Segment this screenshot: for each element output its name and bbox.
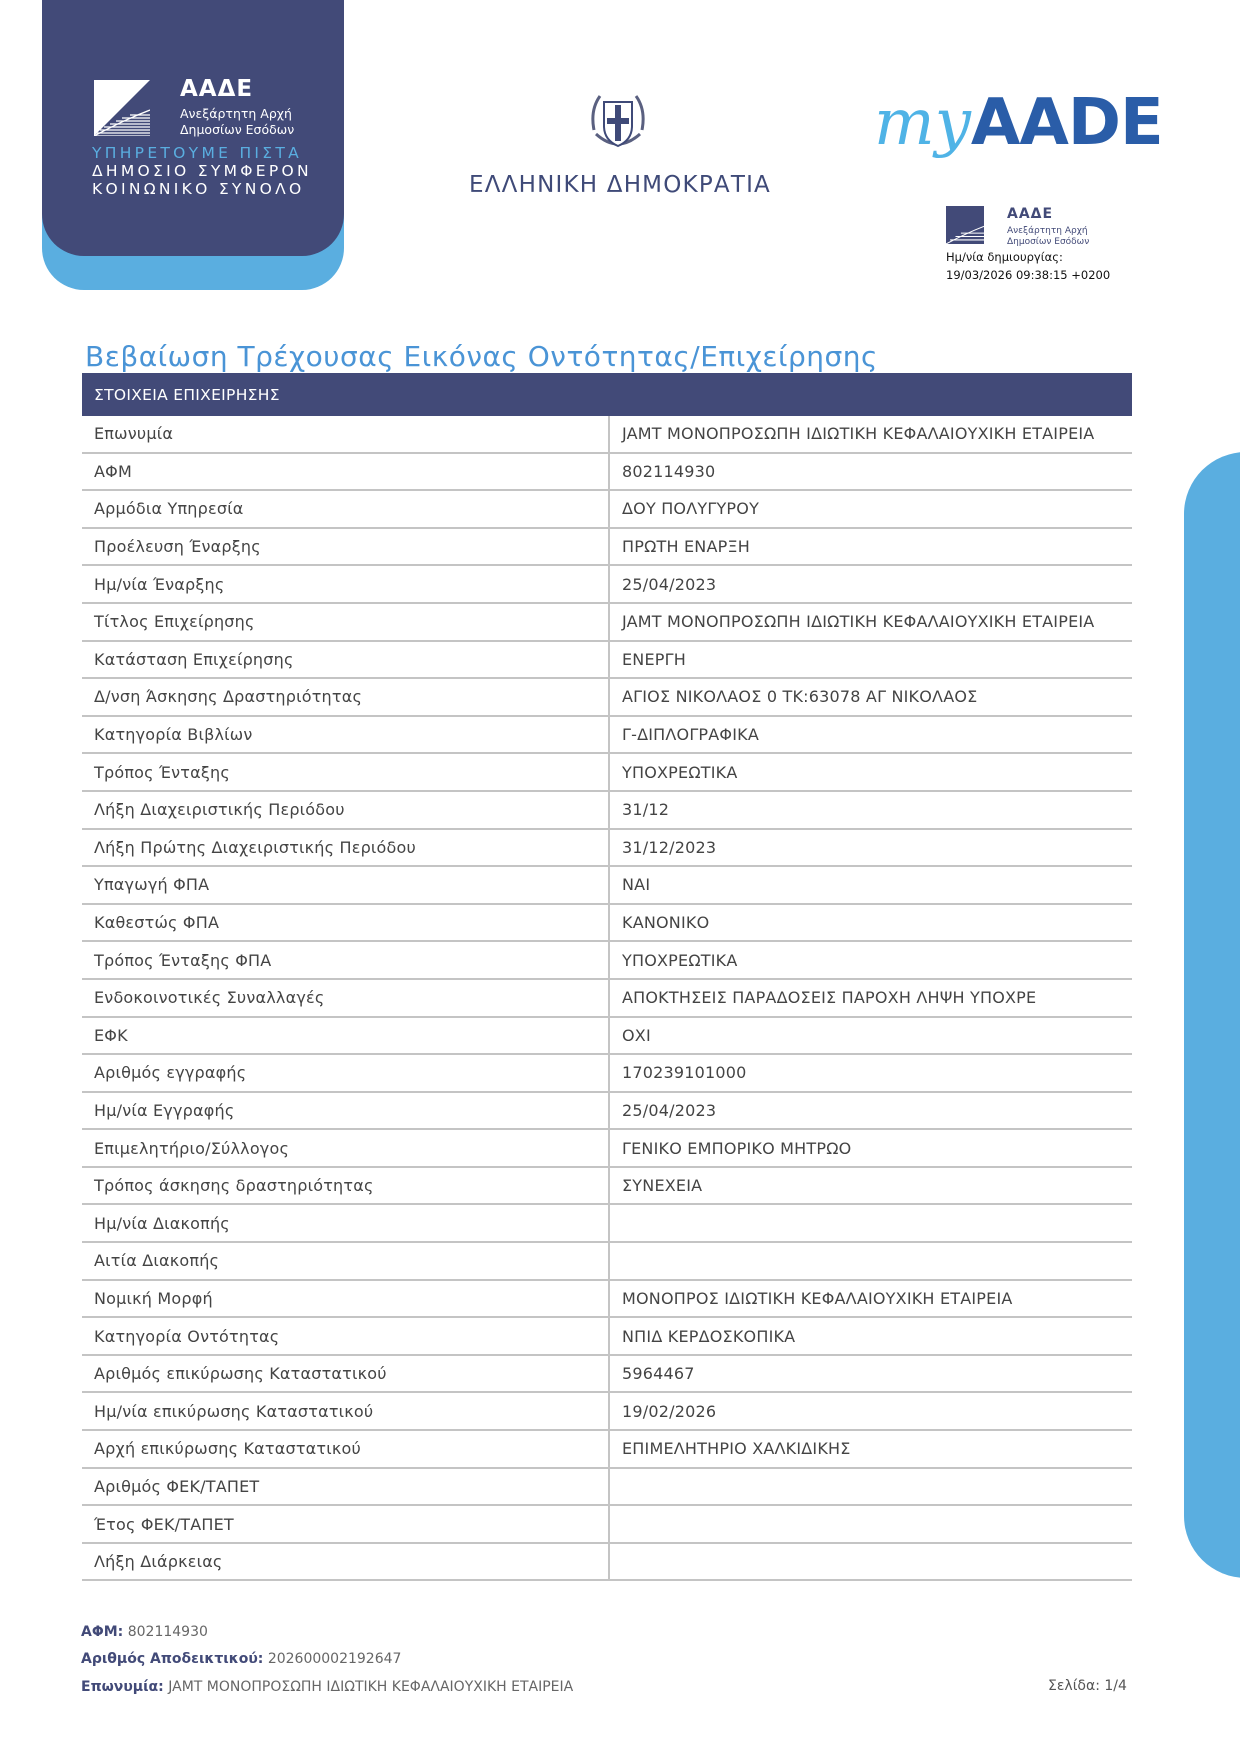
footer-receipt-label: Αριθμός Αποδεικτικού: <box>81 1651 264 1667</box>
republic-title: ΕΛΛΗΝΙΚΗ ΔΗΜΟΚΡΑΤΙΑ <box>468 172 771 198</box>
motto-line1: ΥΠΗΡΕΤΟΥΜΕ ΠΙΣΤΑ <box>92 144 303 162</box>
row-value: ΕΠΙΜΕΛΗΤΗΡΙΟ ΧΑΛΚΙΔΙΚΗΣ <box>609 1430 1132 1468</box>
table-row <box>82 641 1132 679</box>
created-date-label: Ημ/νία δημιουργίας: <box>946 250 1063 264</box>
footer-name <box>81 1679 573 1695</box>
table-row <box>82 1355 1132 1393</box>
motto <box>92 144 312 198</box>
aade-subtitle-line2: Δημοσίων Εσόδων <box>180 122 295 137</box>
motto-line2: ΔΗΜΟΣΙΟ ΣΥΜΦΕΡΟΝ <box>92 162 312 180</box>
row-label: Δ/νση Άσκησης Δραστηριότητας <box>82 678 609 716</box>
table-row <box>82 1317 1132 1355</box>
row-value <box>609 1242 1132 1280</box>
row-value: 31/12/2023 <box>609 829 1132 867</box>
row-label: Επωνυμία <box>82 416 609 453</box>
footer-afm-value: 802114930 <box>127 1624 208 1640</box>
footer-name-label: Επωνυμία: <box>81 1679 164 1695</box>
row-label: Ημ/νία επικύρωσης Καταστατικού <box>82 1392 609 1430</box>
row-value: ΚΑΝΟΝΙΚΟ <box>609 904 1132 942</box>
row-label: Κατηγορία Βιβλίων <box>82 716 609 754</box>
row-value: ΑΠΟΚΤΗΣΕΙΣ ΠΑΡΑΔΟΣΕΙΣ ΠΑΡΟΧΗ ΛΗΨΗ ΥΠΟΧΡΕ <box>609 979 1132 1017</box>
row-label: Λήξη Πρώτης Διαχειριστικής Περιόδου <box>82 829 609 867</box>
row-label: Τρόπος άσκησης δραστηριότητας <box>82 1167 609 1205</box>
aade-subtitle-line1: Ανεξάρτητη Αρχή <box>180 106 292 121</box>
page-number: Σελίδα: 1/4 <box>1048 1678 1127 1694</box>
created-date-value: 19/03/2026 09:38:15 +0200 <box>946 268 1111 282</box>
row-label: Ημ/νία Εγγραφής <box>82 1092 609 1130</box>
row-value: 19/02/2026 <box>609 1392 1132 1430</box>
table-row <box>82 1054 1132 1092</box>
row-value: ΝΑΙ <box>609 866 1132 904</box>
row-value: 25/04/2023 <box>609 1092 1132 1130</box>
table-row <box>82 1017 1132 1055</box>
row-label: Προέλευση Έναρξης <box>82 528 609 566</box>
row-value <box>609 1468 1132 1506</box>
row-label: Έτος ΦΕΚ/ΤΑΠΕΤ <box>82 1505 609 1543</box>
footer-receipt-value: 202600002192647 <box>267 1651 402 1667</box>
row-label: Αριθμός εγγραφής <box>82 1054 609 1092</box>
aade-name: ΑΑΔΕ <box>180 76 254 102</box>
row-label: Ενδοκοινοτικές Συναλλαγές <box>82 979 609 1017</box>
table-row <box>82 829 1132 867</box>
footer-afm <box>81 1624 208 1640</box>
row-value: ΟΧΙ <box>609 1017 1132 1055</box>
row-value <box>609 1204 1132 1242</box>
aade-small-subtitle-line1: Ανεξάρτητη Αρχή <box>1007 226 1088 236</box>
footer-name-value: JAMT ΜΟΝΟΠΡΟΣΩΠΗ ΙΔΙΩΤΙΚΗ ΚΕΦΑΛΑΙΟΥΧΙΚΗ ΕΤΑΙΡΕΙΑ <box>168 1679 574 1695</box>
document-title: Βεβαίωση Τρέχουσας Εικόνας Οντότητας/Επιχείρησης <box>85 340 878 373</box>
row-value: ΑΓΙΟΣ ΝΙΚΟΛΑΟΣ 0 ΤΚ:63078 ΑΓ ΝΙΚΟΛΑΟΣ <box>609 678 1132 716</box>
row-label: Αρμόδια Υπηρεσία <box>82 490 609 528</box>
table-row <box>82 528 1132 566</box>
table-row <box>82 716 1132 754</box>
row-value: 170239101000 <box>609 1054 1132 1092</box>
row-label: Αριθμός επικύρωσης Καταστατικού <box>82 1355 609 1393</box>
table-row <box>82 1543 1132 1581</box>
row-label: Αιτία Διακοπής <box>82 1242 609 1280</box>
row-value: 31/12 <box>609 791 1132 829</box>
row-label: ΕΦΚ <box>82 1017 609 1055</box>
greek-coat-of-arms-icon <box>586 90 650 156</box>
aade-small-logo-icon <box>946 206 984 244</box>
row-label: Αριθμός ΦΕΚ/ΤΑΠΕΤ <box>82 1468 609 1506</box>
row-label: Κατάσταση Επιχείρησης <box>82 641 609 679</box>
row-value: JAMT ΜΟΝΟΠΡΟΣΩΠΗ ΙΔΙΩΤΙΚΗ ΚΕΦΑΛΑΙΟΥΧΙΚΗ ΕΤΑΙΡΕΙΑ <box>609 416 1132 453</box>
row-value: ΠΡΩΤΗ ΕΝΑΡΞΗ <box>609 528 1132 566</box>
side-decoration <box>1184 452 1240 1578</box>
aade-small-name: ΑΑΔΕ <box>1007 206 1054 222</box>
aade-small-subtitle-line2: Δημοσίων Εσόδων <box>1007 237 1090 247</box>
table-row <box>82 941 1132 979</box>
row-value: ΥΠΟΧΡΕΩΤΙΚΑ <box>609 941 1132 979</box>
row-value: 5964467 <box>609 1355 1132 1393</box>
table-row <box>82 1468 1132 1506</box>
myaade-logo-my: my <box>874 86 971 160</box>
row-label: Επιμελητήριο/Σύλλογος <box>82 1129 609 1167</box>
table-row <box>82 565 1132 603</box>
row-label: Τρόπος Ένταξης <box>82 753 609 791</box>
table-row <box>82 979 1132 1017</box>
table-row <box>82 453 1132 491</box>
row-label: Κατηγορία Οντότητας <box>82 1317 609 1355</box>
row-value: Γ-ΔΙΠΛΟΓΡΑΦΙΚΑ <box>609 716 1132 754</box>
section-header: ΣΤΟΙΧΕΙΑ ΕΠΙΧΕΙΡΗΣΗΣ <box>82 373 1132 416</box>
row-value: ΔΟΥ ΠΟΛΥΓΥΡΟΥ <box>609 490 1132 528</box>
row-label: Ημ/νία Διακοπής <box>82 1204 609 1242</box>
row-value: JAMT ΜΟΝΟΠΡΟΣΩΠΗ ΙΔΙΩΤΙΚΗ ΚΕΦΑΛΑΙΟΥΧΙΚΗ ΕΤΑΙΡΕΙΑ <box>609 603 1132 641</box>
row-label: Ημ/νία Έναρξης <box>82 565 609 603</box>
table-row <box>82 1129 1132 1167</box>
table-row <box>82 603 1132 641</box>
row-label: Αρχή επικύρωσης Καταστατικού <box>82 1430 609 1468</box>
footer-receipt <box>81 1651 401 1667</box>
aade-small-subtitle <box>1007 226 1089 248</box>
row-label: Λήξη Διάρκειας <box>82 1543 609 1581</box>
table-row <box>82 1430 1132 1468</box>
footer-afm-label: ΑΦΜ: <box>81 1624 124 1640</box>
row-value: 802114930 <box>609 453 1132 491</box>
row-label: Υπαγωγή ΦΠΑ <box>82 866 609 904</box>
row-value: ΕΝΕΡΓΗ <box>609 641 1132 679</box>
business-info-table <box>82 373 1132 1581</box>
row-value: ΜΟΝΟΠΡΟΣ ΙΔΙΩΤΙΚΗ ΚΕΦΑΛΑΙΟΥΧΙΚΗ ΕΤΑΙΡΕΙΑ <box>609 1280 1132 1318</box>
row-value: ΝΠΙΔ ΚΕΡΔΟΣΚΟΠΙΚΑ <box>609 1317 1132 1355</box>
table-row <box>82 753 1132 791</box>
motto-line3: ΚΟΙΝΩΝΙΚΟ ΣΥΝΟΛΟ <box>92 180 305 198</box>
row-value <box>609 1543 1132 1581</box>
table-row <box>82 866 1132 904</box>
row-value: 25/04/2023 <box>609 565 1132 603</box>
table-row <box>82 1204 1132 1242</box>
table-row <box>82 791 1132 829</box>
myaade-logo-aade: AADE <box>970 86 1163 160</box>
row-label: Τρόπος Ένταξης ΦΠΑ <box>82 941 609 979</box>
table-row <box>82 1167 1132 1205</box>
row-label: Νομική Μορφή <box>82 1280 609 1318</box>
row-label: Λήξη Διαχειριστικής Περιόδου <box>82 791 609 829</box>
table-row <box>82 904 1132 942</box>
table-header-row <box>82 373 1132 416</box>
table-row <box>82 678 1132 716</box>
table-row <box>82 416 1132 453</box>
row-label: Καθεστώς ΦΠΑ <box>82 904 609 942</box>
table-row <box>82 1092 1132 1130</box>
row-value: ΥΠΟΧΡΕΩΤΙΚΑ <box>609 753 1132 791</box>
table-row <box>82 1242 1132 1280</box>
aade-logo-icon <box>94 80 150 136</box>
row-value: ΓΕΝΙΚΟ ΕΜΠΟΡΙΚΟ ΜΗΤΡΩΟ <box>609 1129 1132 1167</box>
row-label: ΑΦΜ <box>82 453 609 491</box>
table-row <box>82 1505 1132 1543</box>
table-body <box>82 416 1132 1580</box>
table-row <box>82 490 1132 528</box>
table-row <box>82 1392 1132 1430</box>
row-value: ΣΥΝΕΧΕΙΑ <box>609 1167 1132 1205</box>
row-label: Τίτλος Επιχείρησης <box>82 603 609 641</box>
myaade-logo <box>874 88 1163 158</box>
aade-subtitle <box>180 106 294 138</box>
table-row <box>82 1280 1132 1318</box>
row-value <box>609 1505 1132 1543</box>
